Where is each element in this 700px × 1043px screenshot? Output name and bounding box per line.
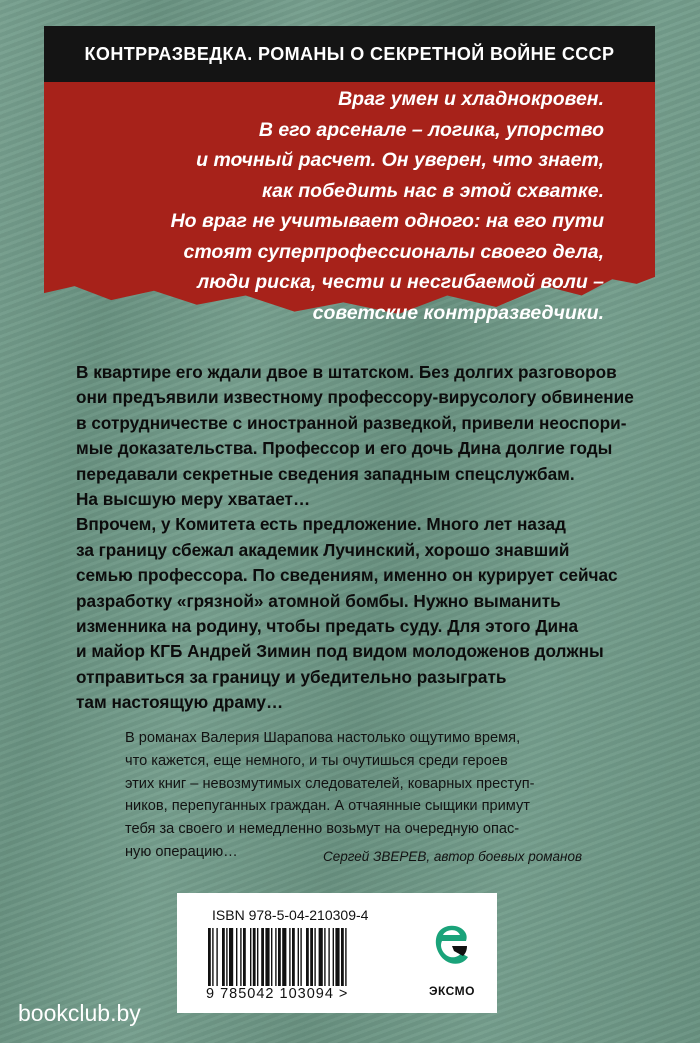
barcode-bar (289, 928, 290, 986)
intro-line: и точный расчет. Он уверен, что знает, (196, 149, 604, 171)
barcode-bar (265, 928, 269, 986)
barcode-bar (300, 928, 301, 986)
barcode-bar (229, 928, 233, 986)
synopsis-line: отправиться за границу и убедительно разыграть (76, 666, 507, 687)
barcode-bar (222, 928, 225, 986)
isbn-label: ISBN 978-5-04-210309-4 (212, 907, 369, 923)
barcode-bar (250, 928, 251, 986)
barcode-bar (257, 928, 258, 986)
barcode-bar (243, 928, 246, 986)
quote-line: ную операцию… (125, 843, 238, 860)
quote-line: тебя за своего и немедленно возьмут на очередную опас- (125, 821, 520, 838)
barcode-bar (341, 928, 344, 986)
barcode-bar (236, 928, 237, 986)
synopsis-line: разработку «грязной» атомной бомбы. Нужно выманить (76, 590, 561, 611)
barcode-bar (216, 928, 217, 986)
synopsis-line: в сотрудничестве с иностранной разведкой, привели неоспори- (76, 412, 627, 433)
barcode (208, 928, 408, 986)
barcode-bar (275, 928, 276, 986)
synopsis-line: В квартире его ждали двое в штатском. Без долгих разговоров (76, 362, 617, 382)
intro-line: как победить нас в этой схватке. (262, 179, 604, 202)
synopsis-text (76, 360, 636, 716)
barcode-bar (261, 928, 264, 986)
barcode-bar (292, 928, 295, 986)
synopsis-line: за границу сбежал академик Лучинский, хорошо знавший (76, 539, 570, 560)
synopsis-line: они предъявили известному профессору-вирусологу обвинение (76, 387, 634, 408)
publisher-name: ЭКСМО (428, 984, 476, 998)
synopsis-line: изменника на родину, чтобы предать суду. Для этого Дина (76, 616, 579, 637)
barcode-bar (345, 928, 346, 986)
barcode-digits: 9 785042 103094 > (206, 986, 349, 1002)
barcode-bar (212, 928, 213, 986)
barcode-bar (310, 928, 313, 986)
barcode-bar (314, 928, 315, 986)
intro-text (44, 84, 604, 328)
intro-line: советские контрразведчики. (312, 301, 604, 324)
barcode-bar (319, 928, 323, 986)
quote-line: что кажется, еще немного, и ты очутишься среди героев (125, 752, 508, 769)
series-title: КОНТРРАЗВЕДКА. РОМАНЫ О СЕКРЕТНОЙ ВОЙНЕ СССР (44, 26, 655, 82)
synopsis-line: там настоящую драму… (76, 692, 284, 713)
barcode-bar (335, 928, 339, 986)
barcode-bar (240, 928, 241, 986)
eksmo-logo-icon (432, 920, 472, 970)
quote-line: этих книг – невозмутимых следователей, коварных преступ- (125, 775, 535, 792)
barcode-bar (208, 928, 211, 986)
intro-line: Враг умен и хладнокровен. (338, 88, 604, 110)
synopsis-line: передавали секретные сведения западным спецслужбам. (76, 463, 575, 484)
intro-line: Но враг не учитывает одного: на его пути (170, 210, 604, 232)
barcode-bar (333, 928, 334, 986)
synopsis-line: мые доказательства. Профессор и его дочь Дина долгие годы (76, 438, 613, 459)
barcode-bar (328, 928, 329, 986)
barcode-bar (282, 928, 286, 986)
barcode-bar (226, 928, 227, 986)
intro-line: В его арсенале – логика, упорство (258, 118, 604, 141)
quote-author: Сергей ЗВЕРЕВ, автор боевых романов (323, 849, 582, 864)
barcode-bar (253, 928, 256, 986)
barcode-bar (298, 928, 299, 986)
barcode-bar (278, 928, 281, 986)
intro-line: стоят суперпрофессионалы своего дела, (183, 240, 604, 263)
quote-line: ников, перепуганных граждан. А отчаянные сыщики примут (125, 798, 530, 815)
synopsis-line: семью профессора. По сведениям, именно он курирует сейчас (76, 565, 618, 586)
barcode-bar (306, 928, 309, 986)
review-quote (125, 727, 605, 864)
barcode-bar (271, 928, 272, 986)
barcode-bar (324, 928, 325, 986)
quote-line: В романах Валерия Шарапова настолько ощутимо время, (125, 730, 521, 746)
intro-line: люди риска, чести и несгибаемой воли – (197, 271, 604, 293)
synopsis-line: Впрочем, у Комитета есть предложение. Много лет назад (76, 514, 566, 535)
website-watermark: bookclub.by (18, 1000, 141, 1026)
synopsis-line: На высшую меру хватает… (76, 489, 311, 510)
synopsis-line: и майор КГБ Андрей Зимин под видом молодоженов должны (76, 641, 604, 662)
